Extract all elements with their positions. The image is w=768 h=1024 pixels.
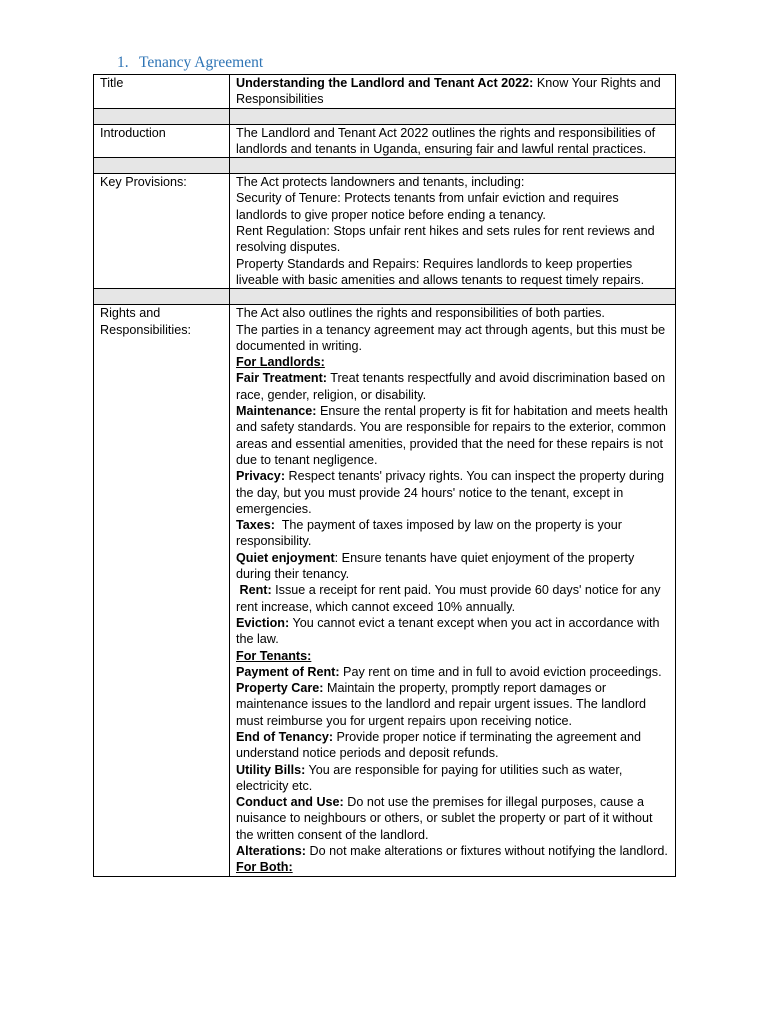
section-heading [117, 54, 263, 72]
tenant-item [236, 680, 669, 729]
rights-intro-line: The Act also outlines the rights and responsibilities of both parties. [236, 306, 605, 321]
row-content-key-provisions [230, 174, 676, 289]
tenancy-agreement-table [93, 74, 676, 877]
table-row-introduction [94, 124, 676, 158]
item-term: Payment of Rent: [236, 664, 340, 679]
row-label-rights: Rights and Responsibilities: [94, 305, 230, 876]
section-number: 1. [117, 54, 129, 71]
landlord-item [236, 615, 669, 648]
item-text: Ensure the rental property is fit for habitation and meets health and safety standards. You are responsible for repairs to the exterior, common areas and essential amenities, provided that the need for these repairs is not due to tenant negligence. [236, 404, 668, 467]
title-bold-text: Understanding the Landlord and Tenant Act 2022: [236, 76, 534, 90]
item-text: You are responsible for paying for utilities such as water, electricity etc. [236, 762, 623, 793]
row-label-introduction: Introduction [94, 124, 230, 158]
row-label-key-provisions: Key Provisions: [94, 174, 230, 289]
row-content-introduction: The Landlord and Tenant Act 2022 outlines the rights and responsibilities of landlords and tenants in Uganda, ensuring fair and lawful rental practices. [230, 124, 676, 158]
tenant-item [236, 729, 669, 762]
item-term: Fair Treatment: [236, 371, 327, 386]
provision-line: Security of Tenure: Protects tenants from unfair eviction and requires landlords to give proper notice before ending a tenancy. [236, 191, 619, 222]
item-term: Rent: [236, 583, 272, 598]
item-text: Treat tenants respectfully and avoid discrimination based on race, gender, religion, or disability. [236, 371, 666, 402]
item-term: Taxes: [236, 518, 275, 533]
tenant-item [236, 762, 669, 795]
landlord-item [236, 550, 669, 583]
landlord-item [236, 403, 669, 468]
landlord-item [236, 468, 669, 517]
landlords-heading: For Landlords: [236, 355, 325, 370]
item-text: Provide proper notice if terminating the agreement and understand notice periods and deposit refunds. [236, 729, 642, 761]
item-text: You cannot evict a tenant except when you act in accordance with the law. [236, 615, 660, 647]
rights-intro-line: The parties in a tenancy agreement may act through agents, but this must be documented in writing. [236, 322, 666, 353]
item-text: The payment of taxes imposed by law on the property is your responsibility. [236, 518, 626, 549]
row-content-title [230, 75, 676, 109]
tenant-item [236, 843, 669, 859]
table-row-key-provisions [94, 174, 676, 289]
landlord-item [236, 582, 669, 615]
table-row-rights [94, 305, 676, 876]
item-text: : Ensure tenants have quiet enjoyment of the property during their tenancy. [236, 550, 635, 582]
both-heading: For Both: [236, 860, 293, 875]
item-text: Maintain the property, promptly report damages or maintenance issues to the landlord and repair urgent issues. The landlord must reimburse you for urgent repairs upon receiving notice. [236, 681, 647, 728]
provision-line: Rent Regulation: Stops unfair rent hikes and sets rules for rent reviews and resolving disputes. [236, 224, 655, 255]
item-text: Issue a receipt for rent paid. You must provide 60 days' notice for any rent increase, which cannot exceed 10% annually. [236, 583, 665, 614]
table-spacer-row [94, 289, 676, 305]
item-term: Alterations: [236, 844, 306, 859]
item-term: End of Tenancy: [236, 729, 334, 744]
table-spacer-row [94, 158, 676, 174]
table-row-title [94, 75, 676, 109]
item-term: Utility Bills: [236, 762, 306, 777]
row-label-title: Title [94, 75, 230, 109]
provision-line: The Act protects landowners and tenants, including: [236, 175, 525, 190]
item-term: Quiet enjoyment [236, 550, 335, 565]
landlord-item [236, 517, 669, 550]
item-term: Conduct and Use: [236, 795, 344, 810]
tenants-heading: For Tenants: [236, 648, 312, 663]
item-term: Privacy: [236, 469, 286, 484]
item-text: Do not make alterations or fixtures without notifying the landlord. [305, 844, 668, 859]
item-term: Property Care: [236, 681, 324, 696]
item-term: Maintenance: [236, 404, 317, 419]
tenant-item [236, 664, 669, 680]
item-text: Respect tenants' privacy rights. You can inspect the property during the day, but you must provide 24 hours' notice to the tenant, except in emergencies. [236, 469, 665, 516]
landlord-item [236, 370, 669, 403]
section-title: Tenancy Agreement [139, 54, 264, 71]
item-text: Pay rent on time and in full to avoid eviction proceedings. [339, 664, 662, 679]
row-content-rights [230, 305, 676, 876]
table-spacer-row [94, 108, 676, 124]
tenant-item [236, 794, 669, 843]
provision-line: Property Standards and Repairs: Requires landlords to keep properties liveable with basic amenities and allows tenants to request timely repairs. [236, 256, 645, 287]
item-term: Eviction: [236, 615, 290, 630]
item-text: Do not use the premises for illegal purposes, cause a nuisance to neighbours or others, or sublet the property or part of it without the written consent of the landlord. [236, 795, 653, 842]
title-rest-text: Know Your Rights and Responsibilities [236, 76, 661, 107]
